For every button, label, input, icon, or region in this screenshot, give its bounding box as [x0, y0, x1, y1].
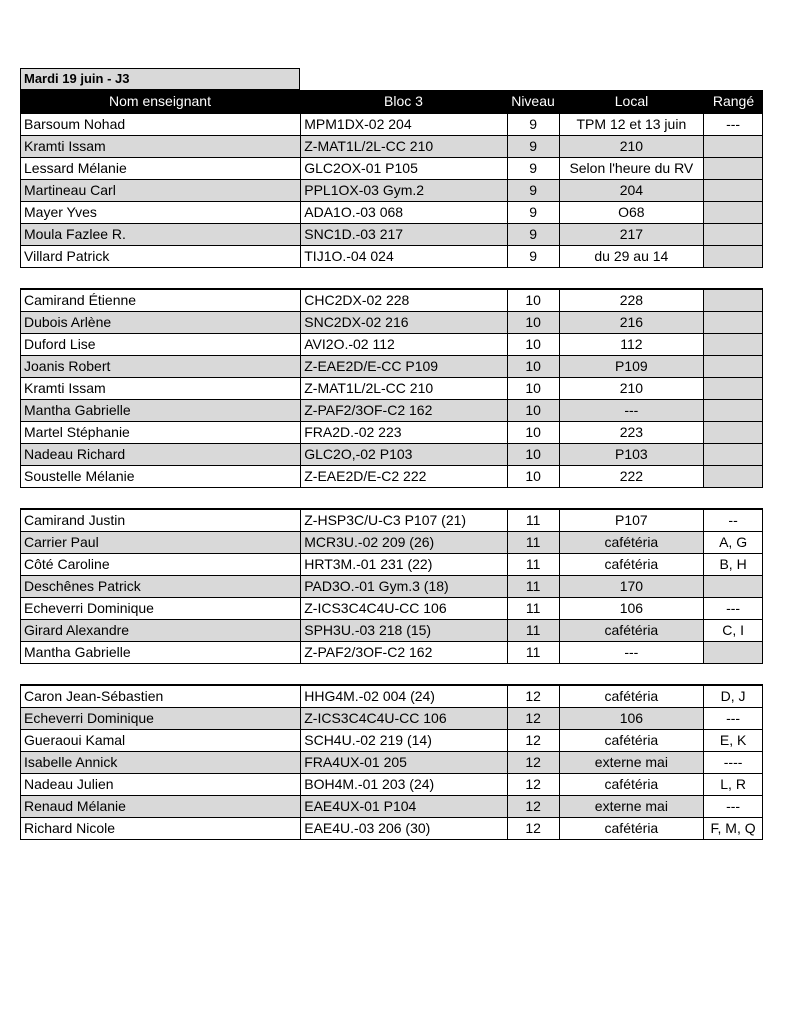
cell-nom: Carrier Paul	[24, 534, 99, 550]
cell-range	[703, 378, 762, 399]
cell-niveau: 9	[507, 202, 559, 223]
table-row	[21, 818, 762, 839]
cell-nom: Gueraoui Kamal	[24, 732, 126, 748]
table-row	[21, 554, 762, 576]
table-row	[21, 136, 762, 158]
cell-local: cafétéria	[559, 774, 704, 795]
cell-bloc: SCH4U.-02 219 (14)	[300, 730, 506, 751]
cell-niveau: 10	[507, 356, 559, 377]
table-row	[21, 686, 762, 708]
cell-bloc: BOH4M.-01 203 (24)	[300, 774, 506, 795]
cell-nom: Mantha Gabrielle	[24, 402, 131, 418]
cell-nom: Nadeau Julien	[24, 776, 114, 792]
cell-nom: Dubois Arlène	[24, 314, 112, 330]
cell-bloc: CHC2DX-02 228	[300, 290, 506, 311]
cell-niveau: 12	[507, 708, 559, 729]
cell-range	[703, 334, 762, 355]
cell-nom: Camirand Justin	[24, 512, 126, 528]
table-row	[21, 378, 762, 400]
table-row	[21, 422, 762, 444]
cell-nom: Camirand Étienne	[24, 292, 137, 308]
header-range: Rangé	[712, 93, 755, 109]
cell-local: cafétéria	[559, 730, 704, 751]
cell-nom: Lessard Mélanie	[24, 160, 127, 176]
cell-range	[703, 158, 762, 179]
cell-niveau: 10	[507, 444, 559, 465]
cell-nom: Joanis Robert	[24, 358, 111, 374]
cell-nom: Martineau Carl	[24, 182, 116, 198]
cell-range: L, R	[703, 774, 762, 795]
cell-range: --	[703, 510, 762, 531]
cell-range	[703, 312, 762, 333]
cell-local: P107	[559, 510, 704, 531]
cell-range: D, J	[703, 686, 762, 707]
cell-nom: Moula Fazlee R.	[24, 226, 126, 242]
cell-range: ---	[703, 114, 762, 135]
cell-local: cafétéria	[559, 818, 704, 839]
cell-bloc: MCR3U.-02 209 (26)	[300, 532, 506, 553]
cell-bloc: PAD3O.-01 Gym.3 (18)	[300, 576, 506, 597]
row-group	[20, 288, 763, 488]
table-row	[21, 312, 762, 334]
cell-range	[703, 400, 762, 421]
cell-bloc: GLC2OX-01 P105	[300, 158, 506, 179]
table-row	[21, 708, 762, 730]
cell-local: 210	[559, 136, 704, 157]
cell-local: externe mai	[559, 752, 704, 773]
page-title: Mardi 19 juin - J3	[20, 68, 300, 90]
cell-niveau: 11	[507, 554, 559, 575]
title-row	[20, 68, 763, 90]
schedule-document	[20, 68, 763, 840]
table-header	[20, 90, 763, 112]
table-body	[20, 112, 763, 840]
cell-nom: Duford Lise	[24, 336, 96, 352]
cell-bloc: TIJ1O.-04 024	[300, 246, 506, 267]
cell-niveau: 10	[507, 466, 559, 487]
cell-local: externe mai	[559, 796, 704, 817]
cell-niveau: 10	[507, 378, 559, 399]
table-row	[21, 334, 762, 356]
cell-range	[703, 444, 762, 465]
table-row	[21, 444, 762, 466]
table-row	[21, 158, 762, 180]
cell-local: cafétéria	[559, 620, 704, 641]
cell-niveau: 9	[507, 246, 559, 267]
cell-local: 222	[559, 466, 704, 487]
table-row	[21, 796, 762, 818]
cell-niveau: 11	[507, 642, 559, 663]
table-row	[21, 774, 762, 796]
cell-local: ---	[559, 400, 704, 421]
cell-niveau: 9	[507, 180, 559, 201]
cell-local: Selon l'heure du RV	[559, 158, 704, 179]
cell-bloc: FRA4UX-01 205	[300, 752, 506, 773]
cell-niveau: 10	[507, 400, 559, 421]
cell-niveau: 9	[507, 158, 559, 179]
cell-nom: Echeverri Dominique	[24, 600, 154, 616]
header-local: Local	[614, 93, 649, 109]
table-row	[21, 620, 762, 642]
cell-local: 217	[559, 224, 704, 245]
cell-bloc: HHG4M.-02 004 (24)	[300, 686, 506, 707]
cell-range	[703, 136, 762, 157]
cell-bloc: Z-PAF2/3OF-C2 162	[300, 400, 506, 421]
cell-niveau: 12	[507, 818, 559, 839]
cell-range: ---	[703, 796, 762, 817]
cell-niveau: 9	[507, 136, 559, 157]
cell-local: 223	[559, 422, 704, 443]
table-row	[21, 598, 762, 620]
cell-range: B, H	[703, 554, 762, 575]
cell-local: ---	[559, 642, 704, 663]
cell-range: C, I	[703, 620, 762, 641]
table-row	[21, 180, 762, 202]
cell-local: 106	[559, 708, 704, 729]
cell-bloc: Z-HSP3C/U-C3 P107 (21)	[300, 510, 506, 531]
cell-niveau: 11	[507, 620, 559, 641]
cell-bloc: AVI2O.-02 112	[300, 334, 506, 355]
cell-local: 106	[559, 598, 704, 619]
cell-range: ---	[703, 708, 762, 729]
cell-niveau: 12	[507, 774, 559, 795]
table-row	[21, 114, 762, 136]
cell-nom: Girard Alexandre	[24, 622, 130, 638]
cell-nom: Nadeau Richard	[24, 446, 126, 462]
table-row	[21, 202, 762, 224]
table-row	[21, 246, 762, 267]
cell-niveau: 10	[507, 334, 559, 355]
cell-range	[703, 246, 762, 267]
cell-bloc: HRT3M.-01 231 (22)	[300, 554, 506, 575]
cell-niveau: 10	[507, 422, 559, 443]
cell-bloc: Z-EAE2D/E-C2 222	[300, 466, 506, 487]
cell-bloc: Z-ICS3C4C4U-CC 106	[300, 598, 506, 619]
cell-bloc: PPL1OX-03 Gym.2	[300, 180, 506, 201]
cell-nom: Deschênes Patrick	[24, 578, 141, 594]
cell-nom: Caron Jean-Sébastien	[24, 688, 164, 704]
cell-range: ----	[703, 752, 762, 773]
cell-local: 112	[559, 334, 704, 355]
cell-nom: Richard Nicole	[24, 820, 116, 836]
cell-bloc: SNC2DX-02 216	[300, 312, 506, 333]
cell-range	[703, 422, 762, 443]
cell-bloc: SPH3U.-03 218 (15)	[300, 620, 506, 641]
cell-niveau: 10	[507, 290, 559, 311]
cell-range	[703, 224, 762, 245]
cell-local: 170	[559, 576, 704, 597]
cell-range	[703, 642, 762, 663]
cell-range: E, K	[703, 730, 762, 751]
cell-range	[703, 290, 762, 311]
cell-local: O68	[559, 202, 704, 223]
cell-niveau: 9	[507, 224, 559, 245]
cell-nom: Barsoum Nohad	[24, 116, 126, 132]
row-group	[20, 508, 763, 664]
cell-niveau: 12	[507, 796, 559, 817]
cell-range	[703, 576, 762, 597]
cell-bloc: Z-MAT1L/2L-CC 210	[300, 378, 506, 399]
table-row	[21, 224, 762, 246]
cell-local: P109	[559, 356, 704, 377]
table-row	[21, 752, 762, 774]
table-row	[21, 356, 762, 378]
header-niveau: Niveau	[511, 93, 555, 109]
cell-bloc: GLC2O,-02 P103	[300, 444, 506, 465]
table-row	[21, 576, 762, 598]
cell-range	[703, 202, 762, 223]
cell-range	[703, 466, 762, 487]
cell-local: 228	[559, 290, 704, 311]
cell-local: cafétéria	[559, 686, 704, 707]
cell-bloc: MPM1DX-02 204	[300, 114, 506, 135]
cell-range	[703, 180, 762, 201]
cell-local: 210	[559, 378, 704, 399]
cell-nom: Isabelle Annick	[24, 754, 118, 770]
cell-range: A, G	[703, 532, 762, 553]
cell-bloc: EAE4UX-01 P104	[300, 796, 506, 817]
cell-nom: Mayer Yves	[24, 204, 97, 220]
cell-niveau: 12	[507, 752, 559, 773]
cell-bloc: ADA1O.-03 068	[300, 202, 506, 223]
cell-range	[703, 356, 762, 377]
row-group	[20, 684, 763, 840]
table-row	[21, 730, 762, 752]
cell-nom: Renaud Mélanie	[24, 798, 126, 814]
cell-nom: Martel Stéphanie	[24, 424, 130, 440]
table-row	[21, 400, 762, 422]
table-row	[21, 290, 762, 312]
cell-niveau: 11	[507, 576, 559, 597]
cell-local: 216	[559, 312, 704, 333]
cell-niveau: 12	[507, 686, 559, 707]
header-bloc: Bloc 3	[384, 93, 423, 109]
cell-bloc: SNC1D.-03 217	[300, 224, 506, 245]
cell-range: F, M, Q	[703, 818, 762, 839]
cell-nom: Echeverri Dominique	[24, 710, 154, 726]
table-row	[21, 466, 762, 487]
cell-bloc: FRA2D.-02 223	[300, 422, 506, 443]
cell-nom: Villard Patrick	[24, 248, 110, 264]
cell-niveau: 11	[507, 510, 559, 531]
cell-local: cafétéria	[559, 554, 704, 575]
cell-nom: Mantha Gabrielle	[24, 644, 131, 660]
cell-nom: Kramti Issam	[24, 380, 106, 396]
cell-nom: Kramti Issam	[24, 138, 106, 154]
cell-bloc: Z-ICS3C4C4U-CC 106	[300, 708, 506, 729]
cell-niveau: 9	[507, 114, 559, 135]
cell-local: 204	[559, 180, 704, 201]
row-group	[20, 112, 763, 268]
cell-bloc: EAE4U.-03 206 (30)	[300, 818, 506, 839]
cell-bloc: Z-PAF2/3OF-C2 162	[300, 642, 506, 663]
cell-niveau: 11	[507, 598, 559, 619]
cell-local: P103	[559, 444, 704, 465]
cell-range: ---	[703, 598, 762, 619]
cell-niveau: 10	[507, 312, 559, 333]
cell-niveau: 12	[507, 730, 559, 751]
cell-bloc: Z-EAE2D/E-CC P109	[300, 356, 506, 377]
table-row	[21, 532, 762, 554]
cell-local: TPM 12 et 13 juin	[559, 114, 704, 135]
header-nom: Nom enseignant	[109, 93, 211, 109]
cell-local: cafétéria	[559, 532, 704, 553]
table-row	[21, 642, 762, 663]
cell-bloc: Z-MAT1L/2L-CC 210	[300, 136, 506, 157]
cell-local: du 29 au 14	[559, 246, 704, 267]
table-row	[21, 510, 762, 532]
cell-nom: Côté Caroline	[24, 556, 110, 572]
cell-niveau: 11	[507, 532, 559, 553]
cell-nom: Soustelle Mélanie	[24, 468, 135, 484]
